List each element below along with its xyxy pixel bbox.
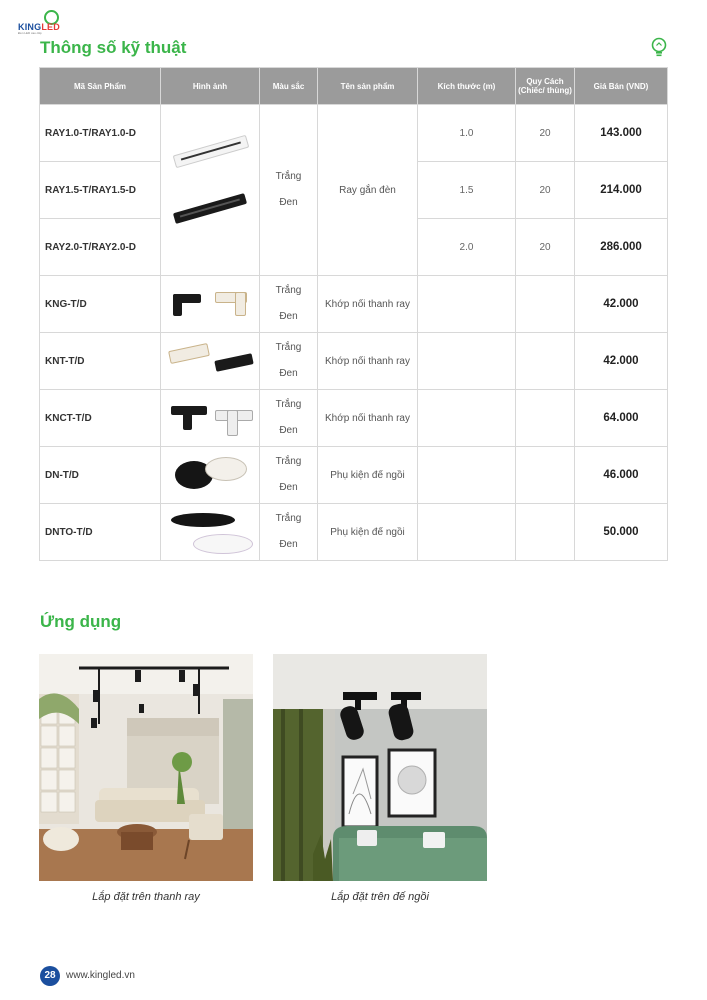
size-cell (418, 504, 516, 561)
price-cell: 286.000 (575, 219, 668, 276)
product-code: KNT-T/D (40, 333, 161, 390)
qty-cell (516, 447, 575, 504)
product-name: Phụ kiện đế ngồi (318, 447, 418, 504)
application-section-title: Ứng dụng (40, 612, 122, 631)
color-cell: Trắng Đen (260, 333, 318, 390)
size-cell: 1.0 (418, 105, 516, 162)
size-cell (418, 447, 516, 504)
photo-caption: Lắp đặt trên thanh ray (92, 891, 200, 903)
product-code: KNCT-T/D (40, 390, 161, 447)
col-header-code: Mã Sản Phẩm (40, 68, 161, 105)
photo-caption: Lắp đặt trên đế ngồi (331, 891, 429, 903)
living-room-photo (39, 654, 253, 881)
large-round-base-image (161, 504, 260, 561)
product-name: Phụ kiện đế ngồi (318, 504, 418, 561)
price-cell: 50.000 (575, 504, 668, 561)
black-rail-image (173, 193, 247, 224)
t-connector-image (161, 390, 260, 447)
product-code: RAY2.0-T/RAY2.0-D (40, 219, 161, 276)
size-cell (418, 276, 516, 333)
qty-cell: 20 (516, 162, 575, 219)
white-rail-image (173, 135, 250, 168)
color-cell: Trắng Đen (260, 447, 318, 504)
price-cell: 64.000 (575, 390, 668, 447)
product-code: DN-T/D (40, 447, 161, 504)
col-header-image: Hình ảnh (161, 68, 260, 105)
size-cell: 1.5 (418, 162, 516, 219)
lightbulb-icon (650, 37, 668, 57)
product-code: DNTO-T/D (40, 504, 161, 561)
table-row (40, 276, 668, 333)
size-cell (418, 333, 516, 390)
size-cell (418, 390, 516, 447)
table-row (40, 333, 668, 390)
price-cell: 46.000 (575, 447, 668, 504)
qty-cell (516, 504, 575, 561)
qty-cell: 20 (516, 219, 575, 276)
product-name: Khớp nối thanh ray (318, 390, 418, 447)
color-cell: Trắng Đen (260, 504, 318, 561)
spec-section-title: Thông số kỹ thuật (40, 38, 187, 57)
product-name: Khớp nối thanh ray (318, 333, 418, 390)
website-link[interactable]: www.kingled.vn (66, 970, 135, 981)
spec-table (39, 67, 668, 561)
price-cell: 42.000 (575, 333, 668, 390)
col-header-qty: Quy Cách (Chiếc/ thùng) (516, 68, 575, 105)
table-header-row (40, 68, 668, 105)
product-code: RAY1.0-T/RAY1.0-D (40, 105, 161, 162)
table-row (40, 105, 668, 162)
table-row (40, 390, 668, 447)
col-header-price: Giá Bán (VND) (575, 68, 668, 105)
qty-cell (516, 276, 575, 333)
price-cell: 42.000 (575, 276, 668, 333)
spotlight-room-photo (273, 654, 487, 881)
rail-image (161, 105, 260, 276)
product-code: KNG-T/D (40, 276, 161, 333)
size-cell: 2.0 (418, 219, 516, 276)
color-cell: Trắng Đen (260, 390, 318, 447)
product-name: Ray gắn đèn (318, 105, 418, 276)
logo-wordmark: KINGLED (18, 22, 60, 32)
round-base-image (161, 447, 260, 504)
col-header-size: Kích thước (m) (418, 68, 516, 105)
page-number-badge: 28 (40, 966, 60, 986)
table-row (40, 504, 668, 561)
col-header-color: Màu sắc (260, 68, 318, 105)
color-cell: Trắng Đen (260, 276, 318, 333)
brand-logo (14, 10, 74, 34)
logo-tagline: Đèn LED cao cấp (18, 31, 42, 35)
qty-cell: 20 (516, 105, 575, 162)
table-row (40, 447, 668, 504)
qty-cell (516, 333, 575, 390)
price-cell: 143.000 (575, 105, 668, 162)
product-name: Khớp nối thanh ray (318, 276, 418, 333)
product-code: RAY1.5-T/RAY1.5-D (40, 162, 161, 219)
price-cell: 214.000 (575, 162, 668, 219)
col-header-name: Tên sản phẩm (318, 68, 418, 105)
l-connector-image (161, 276, 260, 333)
color-cell: Trắng Đen (260, 105, 318, 276)
straight-connector-image (161, 333, 260, 390)
qty-cell (516, 390, 575, 447)
